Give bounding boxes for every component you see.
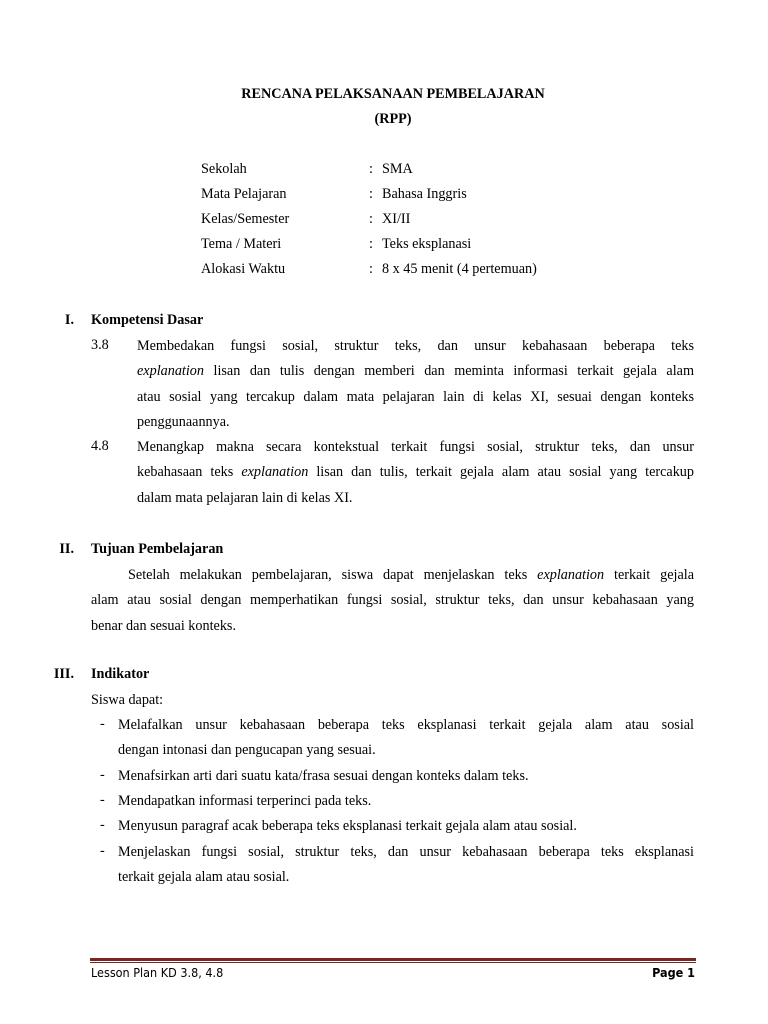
- indikator-intro: [91, 688, 694, 713]
- info-colon: :: [369, 261, 373, 277]
- section-title-tujuan: Tujuan Pembelajaran: [91, 541, 224, 557]
- document-title: RENCANA PELAKSANAAN PEMBELAJARAN: [241, 86, 545, 102]
- info-colon: :: [369, 211, 373, 227]
- info-label-tema: Tema / Materi: [201, 236, 282, 252]
- footer-rule: [90, 958, 696, 961]
- kd-text-4-8: [137, 435, 694, 511]
- footer-rule-thin: [90, 962, 696, 963]
- kd-line: Membedakan fungsi sosial, struktur teks, dan unsur kebahasaan beberapa teks: [137, 338, 694, 354]
- list-line: Mendapatkan informasi terperinci pada teks.: [118, 793, 372, 809]
- info-colon: :: [369, 161, 373, 177]
- intro-line: Siswa dapat:: [91, 692, 164, 708]
- list-line: Menjelaskan fungsi sosial, struktur teks, dan unsur kebahasaan beberapa teks eksplanasi: [118, 844, 694, 860]
- info-label-alokasi: Alokasi Waktu: [201, 261, 286, 277]
- bullet-dash: -: [100, 792, 105, 808]
- section-title-indikator: Indikator: [91, 666, 150, 682]
- list-line: Menyusun paragraf acak beberapa teks eksplanasi terkait gejala alam atau sosial.: [118, 818, 577, 834]
- section-title-kompetensi: Kompetensi Dasar: [91, 312, 204, 328]
- list-line: terkait gejala alam atau sosial.: [118, 869, 290, 886]
- kd-text-3-8: [137, 334, 694, 435]
- list-item: [118, 789, 694, 814]
- list-line: dengan intonasi dan pengucapan yang sesuai.: [118, 742, 376, 759]
- footer-doc-label: Lesson Plan KD 3.8, 4.8: [91, 965, 224, 980]
- info-value-alokasi: 8 x 45 menit (4 pertemuan): [382, 261, 537, 277]
- paragraph-pre: Setelah melakukan pembelajaran, siswa dapat menjelaskan teks: [128, 567, 538, 583]
- kd-number: 4.8: [91, 438, 109, 454]
- kd-line: dalam mata pelajaran lain di kelas XI.: [137, 489, 353, 506]
- kd-line: [137, 460, 694, 485]
- kd-line: [137, 359, 694, 384]
- emphasis: explanation: [241, 464, 309, 481]
- bullet-dash: -: [100, 767, 105, 783]
- info-label-sekolah: Sekolah: [201, 161, 247, 177]
- emphasis: explanation: [537, 567, 605, 583]
- list-item: [118, 764, 694, 789]
- footer-page-number: Page 1: [652, 965, 695, 980]
- bullet-dash: -: [100, 843, 105, 859]
- emphasis: explanation: [137, 363, 204, 380]
- list-item: [118, 814, 694, 839]
- info-value-mapel: Bahasa Inggris: [382, 186, 467, 202]
- list-line: Menafsirkan arti dari suatu kata/frasa sesuai dengan konteks dalam teks.: [118, 768, 529, 784]
- info-value-sekolah: SMA: [382, 161, 413, 177]
- document-subtitle: (RPP): [374, 111, 412, 127]
- section-number: III.: [53, 666, 74, 682]
- kd-line: atau sosial yang tercakup dalam mata pelajaran lain di kelas XI, sesuai dengan konteks: [137, 388, 694, 405]
- kd-line-rest: lisan dan tulis, terkait gejala alam atau sosial yang tercakup: [308, 464, 694, 481]
- info-colon: :: [369, 186, 373, 202]
- info-label-kelas: Kelas/Semester: [201, 211, 290, 227]
- info-value-kelas: XI/II: [382, 211, 411, 227]
- kd-line: penggunaannya.: [137, 413, 230, 430]
- info-label-mapel: Mata Pelajaran: [201, 186, 287, 202]
- bullet-dash: -: [100, 716, 105, 732]
- list-line: Melafalkan unsur kebahasaan beberapa teks eksplanasi terkait gejala alam atau sosial: [118, 717, 694, 733]
- paragraph-rest: terkait gejala: [604, 567, 694, 583]
- kd-number: 3.8: [91, 337, 109, 353]
- kd-line-rest: lisan dan tulis dengan memberi dan meminta informasi terkait gejala alam: [203, 363, 694, 380]
- paragraph-line: benar dan sesuai konteks.: [91, 617, 236, 634]
- section-number: I.: [64, 312, 74, 328]
- list-item: [118, 840, 694, 891]
- list-item: [118, 713, 694, 764]
- paragraph-line: [91, 563, 694, 588]
- info-colon: :: [369, 236, 373, 252]
- section-number: II.: [59, 541, 74, 557]
- bullet-dash: -: [100, 817, 105, 833]
- tujuan-paragraph: [91, 563, 694, 639]
- paragraph-line: alam atau sosial dengan memperhatikan fungsi sosial, struktur teks, dan unsur kebahasaan yang: [91, 592, 694, 609]
- kd-line: Menangkap makna secara kontekstual terkait fungsi sosial, struktur teks, dan unsur: [137, 439, 694, 455]
- kd-line-pre: kebahasaan teks: [137, 464, 242, 481]
- info-value-tema: Teks eksplanasi: [382, 236, 472, 252]
